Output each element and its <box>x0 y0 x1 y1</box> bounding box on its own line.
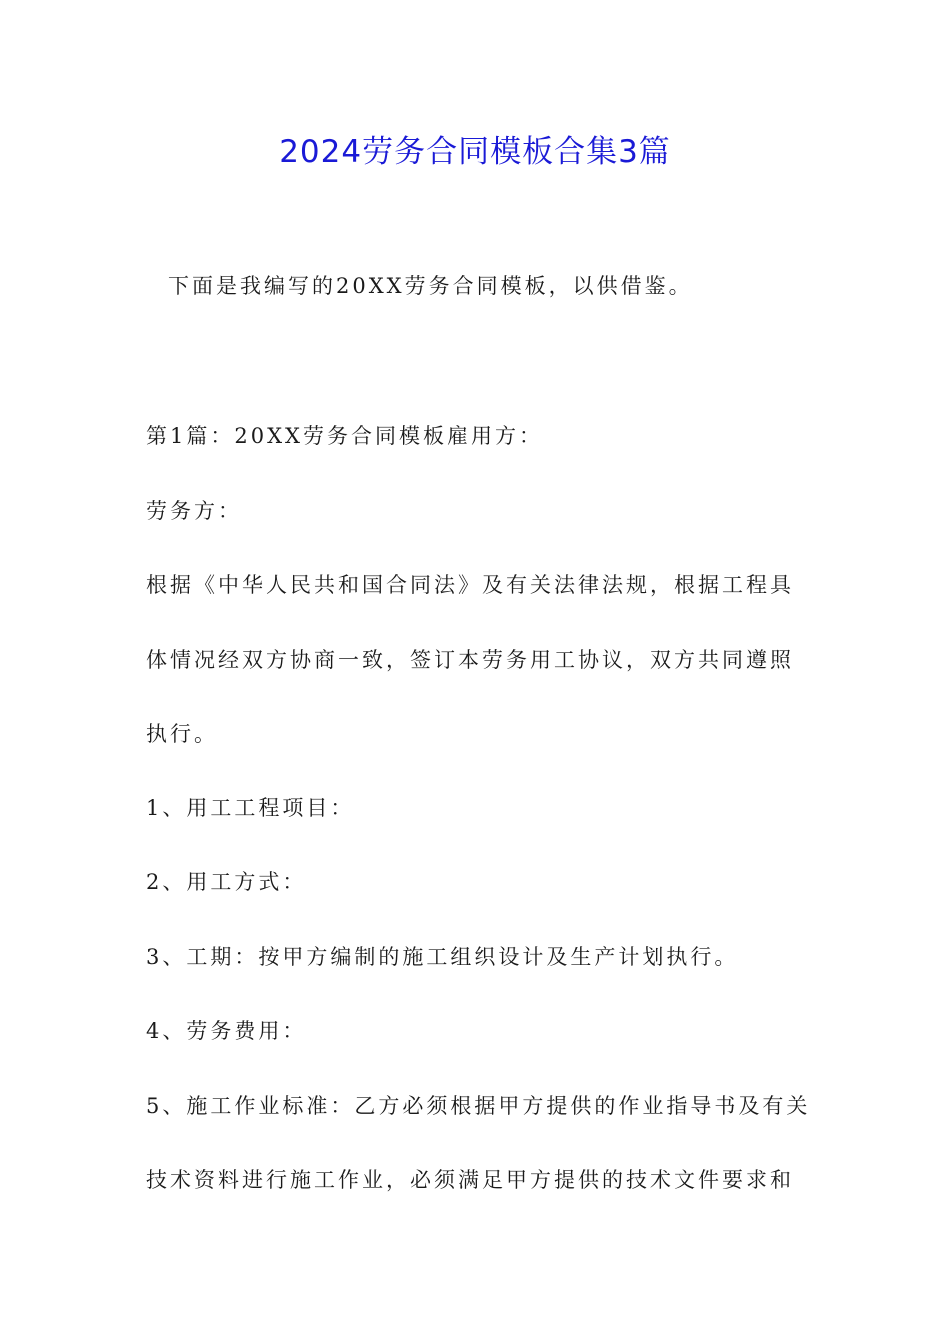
text-line: 体情况经双方协商一致，签订本劳务用工协议，双方共同遵照 <box>146 648 794 672</box>
list-item: 5、施工作业标准：乙方必须根据甲方提供的作业指导书及有关 <box>146 1094 811 1118</box>
document-title: 2024劳务合同模板合集3篇 <box>279 134 671 170</box>
section-heading: 第1篇：20XX劳务合同模板雇用方： <box>146 424 543 448</box>
list-item: 2、用工方式： <box>146 870 307 894</box>
text-line: 劳务方： <box>146 499 242 523</box>
text-line: 技术资料进行施工作业，必须满足甲方提供的技术文件要求和 <box>146 1168 794 1192</box>
text-line: 执行。 <box>146 722 218 746</box>
list-item: 1、用工工程项目： <box>146 796 355 820</box>
intro-paragraph: 下面是我编写的20XX劳务合同模板，以供借鉴。 <box>168 274 693 298</box>
text-line: 根据《中华人民共和国合同法》及有关法律法规，根据工程具 <box>146 573 794 597</box>
list-item: 4、劳务费用： <box>146 1019 307 1043</box>
list-item: 3、工期：按甲方编制的施工组织设计及生产计划执行。 <box>146 945 739 969</box>
